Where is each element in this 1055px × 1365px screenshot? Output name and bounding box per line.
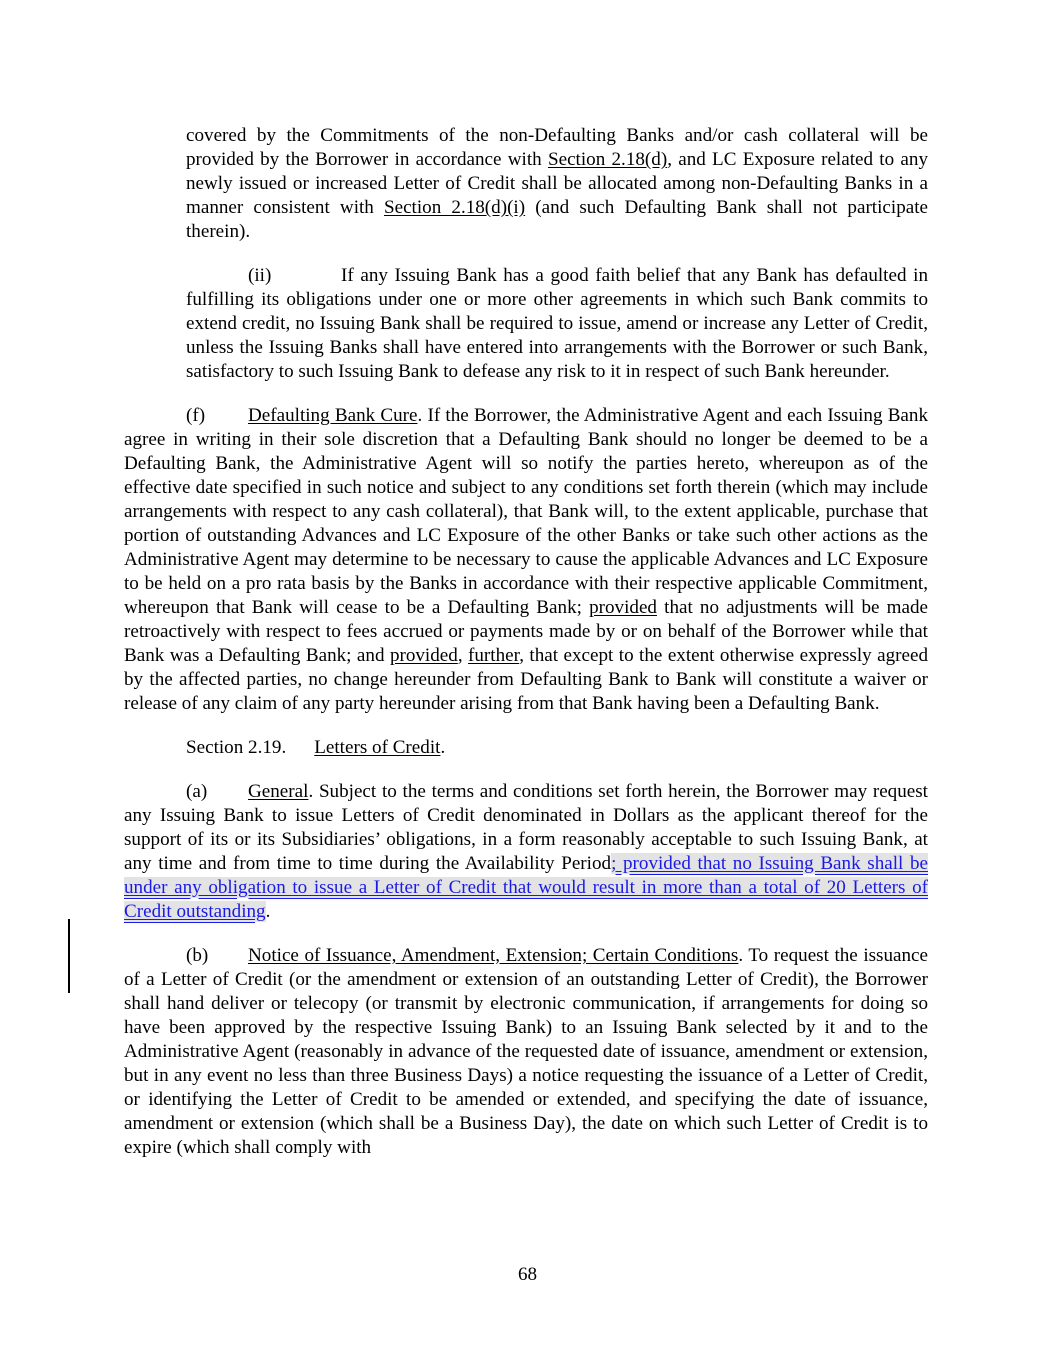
section-reference: Section 2.18(d)(i) — [383, 197, 526, 218]
text: (and such Defaulting Bank shall not participate therein). — [186, 197, 929, 242]
text: , — [457, 645, 469, 666]
defined-term: provided — [589, 597, 657, 618]
clause-label: (b) — [186, 945, 209, 966]
text: . To request the issuance of a Letter of Credit (or the amendment or extension of an outstanding Letter of Credit), the Borrower shall hand deliver or telecopy (or transmit by electronic communication, if arrangements for doing so have been approved by the respective Issuing Bank) to an Issuing Bank selected by it and to the Administrative Agent (reasonably in advance of the requested date of issuance, amendment or extension, but in any event no less than three Business Days) a notice requesting the issuance of a Letter of Credit, or identifying the Letter of Credit to be amended or extended, and specifying the date of issuance, amendment or extension (which shall be a Business Day), the date on which such Letter of Credit is to expire (which shall comply with — [124, 945, 929, 1158]
section-heading — [124, 736, 928, 760]
paragraph-f — [124, 404, 928, 716]
clause-label: (ii) — [248, 265, 272, 286]
paragraph-b — [124, 944, 928, 1160]
page-number: 68 — [517, 1264, 538, 1285]
text: . If the Borrower, the Administrative Agent and each Issuing Bank agree in writing in their sole discretion that a Defaulting Bank should no longer be deemed to be a Defaulting Bank, the Administrative Agent will so notify the parties hereto, whereupon as of the effective date specified in such notice and subject to any conditions set forth therein (which may include arrangements with respect to any cash collateral), that Bank will, to the extent applicable, purchase that portion of outstanding Advances and LC Exposure of the other Banks or take such other actions as the Administrative Agent may determine to be necessary to cause the applicable Advances and LC Exposure to be held on a pro rata basis by the Banks in accordance with their respective applicable Commitment, whereupon that Bank will cease to be a Defaulting Bank; — [124, 405, 928, 618]
section-reference: Section 2.18(d) — [547, 149, 668, 170]
clause-label: (a) — [186, 781, 208, 802]
defined-term: provided — [389, 645, 458, 666]
clause-heading: Defaulting Bank Cure — [248, 405, 418, 426]
section-number: Section 2.19. — [186, 737, 287, 758]
clause-heading: General — [248, 781, 309, 802]
text: covered by the Commitments of the non-Defaulting Banks and/or cash collateral will be provided by the Borrower in accordance with — [186, 125, 928, 170]
revision-change-bar — [68, 919, 70, 993]
text: . Subject to the terms and conditions set forth herein, the Borrower may request any Issuing Bank to issue Letters of Credit denominated in Dollars as the applicant thereof for the support of its or its Subsidiaries’ obligations, in a form reasonably acceptable to such Issuing Bank, at any time and from time to time during the Availability Period — [124, 781, 928, 874]
clause-heading: Notice of Issuance, Amendment, Extension; Certain Conditions — [248, 945, 739, 966]
text: . — [265, 901, 271, 922]
tracked-insertion: ; provided that no Issuing Bank shall be under any obligation to issue a Letter of Credit that would result in more than a total of 20 Letters of Credit outstanding — [124, 853, 928, 922]
paragraph-ii — [124, 264, 928, 384]
paragraph-a — [124, 780, 928, 924]
section-title: Letters of Credit — [314, 737, 441, 758]
paragraph-e-continuation — [124, 124, 928, 244]
text: , and LC Exposure related to any newly issued or increased Letter of Credit shall be allocated among non-Defaulting Banks in a manner consistent with — [186, 149, 928, 218]
document-page — [124, 124, 928, 1180]
text: If any Issuing Bank has a good faith belief that any Bank has defaulted in fulfilling its obligations under one or more other agreements in which such Bank commits to extend credit, no Issuing Bank shall be required to issue, amend or increase any Letter of Credit, unless the Issuing Banks shall have entered into arrangements with the Borrower or such Bank, satisfactory to such Issuing Bank to defease any risk to it in respect of such Bank hereunder. — [186, 265, 928, 382]
clause-label: (f) — [186, 405, 206, 426]
defined-term: further — [468, 645, 520, 666]
text: . — [440, 737, 446, 758]
text: that no adjustments will be made retroactively with respect to fees accrued or payments made by or on behalf of the Borrower while that Bank was a Defaulting Bank; and — [124, 597, 928, 666]
text: , that except to the extent otherwise expressly agreed by the affected parties, no change hereunder from Defaulting Bank to Bank will constitute a waiver or release of any claim of any party hereunder arising from that Bank having been a Defaulting Bank. — [124, 645, 929, 714]
